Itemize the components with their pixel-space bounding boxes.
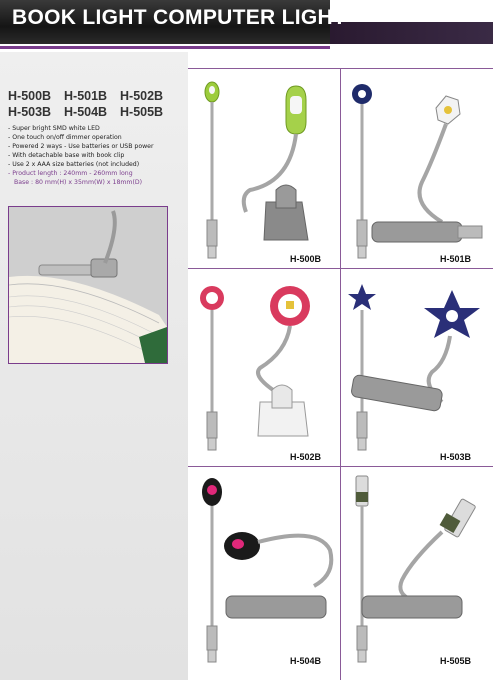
product-code: H-501B [440, 254, 472, 264]
spec-base: Base : 80 mm(H) x 35mm(W) x 18mm(D) [14, 179, 143, 186]
product-code: H-503B [440, 452, 472, 462]
feature-item: - Use 2 x AAA size batteries (not included) [8, 161, 140, 168]
model-code: H-502B [120, 89, 164, 103]
model-row [8, 104, 186, 120]
product-image-h501b [342, 72, 492, 266]
book-photo [8, 206, 168, 364]
feature-item: - Powered 2 ways - Use batteries or USB power [8, 143, 154, 150]
model-code: H-504B [64, 105, 108, 119]
grid-divider-horizontal [188, 466, 493, 467]
product-image-h504b [190, 470, 338, 666]
grid-divider-vertical [340, 68, 341, 680]
product-image-h502b [190, 272, 338, 462]
feature-list [8, 124, 188, 187]
product-code: H-502B [290, 452, 322, 462]
product-image-h500b [190, 72, 338, 266]
feature-item: - Super bright SMD white LED [8, 125, 100, 132]
product-code: H-504B [290, 656, 322, 666]
model-row [8, 88, 186, 104]
header-divider [0, 46, 330, 49]
product-code: H-505B [440, 656, 472, 666]
page-header [0, 0, 493, 52]
book-light-illustration [9, 207, 167, 363]
info-panel [0, 52, 188, 680]
grid-divider-horizontal [188, 268, 493, 269]
model-list [8, 88, 186, 120]
page-title: BOOK LIGHT COMPUTER LIGHT [12, 6, 347, 29]
model-code: H-503B [8, 105, 52, 119]
product-image-h505b [342, 470, 492, 666]
feature-item: - One touch on/off dimmer operation [8, 134, 122, 141]
product-image-h503b [342, 272, 492, 462]
model-code: H-505B [120, 105, 164, 119]
grid-divider-horizontal [188, 68, 493, 69]
spec-length: - Product length : 240mm - 260mm long [8, 170, 133, 177]
product-code: H-500B [290, 254, 322, 264]
feature-item: - With detachable base with book clip [8, 152, 125, 159]
model-code: H-501B [64, 89, 108, 103]
model-code: H-500B [8, 89, 52, 103]
header-band-accent [330, 22, 493, 44]
